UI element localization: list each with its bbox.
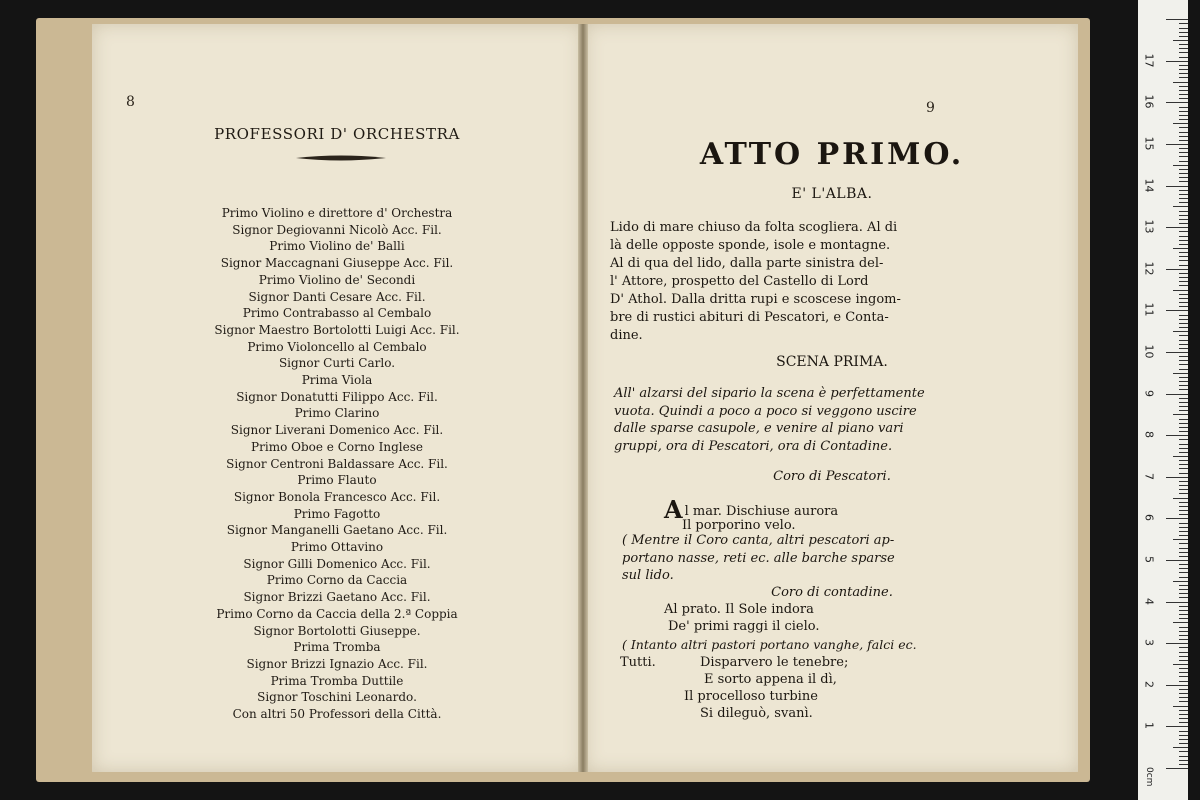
ruler-tick xyxy=(1179,240,1188,241)
ruler-tick xyxy=(1179,439,1188,440)
ruler-tick xyxy=(1179,423,1188,424)
orchestra-line: Signor Toschini Leonardo. xyxy=(257,690,417,705)
orchestra-line: Primo Contrabasso al Cembalo xyxy=(242,306,432,321)
orchestra-line: Signor Danti Cesare Acc. Fil. xyxy=(248,289,426,304)
ruler-tick xyxy=(1179,689,1188,690)
ruler-tick xyxy=(1179,277,1188,278)
stage-direction-line: sul lido. xyxy=(622,568,674,583)
ruler-tick xyxy=(1173,664,1188,665)
verse-line-7: Il procelloso turbine xyxy=(684,689,818,704)
ruler-tick xyxy=(1179,535,1188,536)
ruler-tick xyxy=(1179,94,1188,95)
ruler-tick xyxy=(1166,19,1188,20)
ruler-tick xyxy=(1179,735,1188,736)
ruler-tick xyxy=(1179,552,1188,553)
ruler-number: 4 xyxy=(1142,597,1156,605)
stage-direction-line: All' alzarsi del sipario la scena è perfettamente xyxy=(614,386,925,401)
orchestra-line: Signor Maestro Bortolotti Luigi Acc. Fil. xyxy=(214,322,460,337)
verse-line-4: De' primi raggi il cielo. xyxy=(668,619,820,634)
ruler-tick xyxy=(1179,65,1188,66)
ruler-tick xyxy=(1173,123,1188,124)
ruler-number: 13 xyxy=(1142,219,1156,234)
ruler-tick xyxy=(1179,485,1188,486)
ruler-tick xyxy=(1179,252,1188,253)
ruler-tick xyxy=(1179,177,1188,178)
ruler-tick xyxy=(1179,52,1188,53)
tutti-label: Tutti. xyxy=(620,655,656,670)
description-line: Al di qua del lido, dalla parte sinistra del- xyxy=(610,256,884,271)
ruler-tick xyxy=(1179,302,1188,303)
ruler-tick xyxy=(1179,231,1188,232)
ruler-tick xyxy=(1179,606,1188,607)
ruler-tick xyxy=(1179,152,1188,153)
stage-direction-2 xyxy=(622,532,962,585)
ruler-number: 6 xyxy=(1142,514,1156,522)
ruler-tick xyxy=(1179,464,1188,465)
ruler-tick xyxy=(1179,344,1188,345)
description-line: là delle opposte sponde, isole e montagne. xyxy=(610,238,891,253)
ruler-tick xyxy=(1179,523,1188,524)
orchestra-line: Signor Degiovanni Nicolò Acc. Fil. xyxy=(232,222,442,237)
ruler-tick xyxy=(1179,281,1188,282)
ruler-tick xyxy=(1173,706,1188,707)
stage-direction-3: ( Intanto altri pastori portano vanghe, falci ec. xyxy=(622,637,917,652)
ruler-tick xyxy=(1179,223,1188,224)
stage-direction xyxy=(614,385,962,455)
ruler-tick xyxy=(1179,285,1188,286)
ruler-tick xyxy=(1179,28,1188,29)
stage-direction-line: portano nasse, reti ec. alle barche sparse xyxy=(622,550,895,566)
ruler-tick xyxy=(1166,643,1188,644)
ruler-number: 17 xyxy=(1142,53,1156,68)
ruler-tick xyxy=(1179,681,1188,682)
orchestra-line: Primo Ottavino xyxy=(290,540,384,555)
ruler-number: 14 xyxy=(1142,178,1156,193)
ruler-tick xyxy=(1179,273,1188,274)
orchestra-line: Primo Clarino xyxy=(294,406,380,421)
ruler-tick xyxy=(1179,369,1188,370)
orchestra-line: Con altri 50 Professori della Città. xyxy=(232,707,442,722)
ruler-tick xyxy=(1179,211,1188,212)
ruler-tick xyxy=(1179,701,1188,702)
ruler-tick xyxy=(1179,73,1188,74)
stage-direction-line: dalle sparse casupole, e venire al piano vari xyxy=(614,421,904,436)
ruler-number: 2 xyxy=(1142,680,1156,688)
orchestra-list xyxy=(92,205,582,723)
ruler-tick xyxy=(1166,227,1188,228)
act-title: ATTO PRIMO. xyxy=(699,137,965,172)
ruler-tick xyxy=(1179,136,1188,137)
ruler-tick xyxy=(1173,414,1188,415)
ruler-tick xyxy=(1179,548,1188,549)
ruler-tick xyxy=(1179,543,1188,544)
ruler-tick xyxy=(1179,577,1188,578)
ruler-tick xyxy=(1166,477,1188,478)
right-page-number: 9 xyxy=(926,100,935,116)
ruler-tick xyxy=(1179,710,1188,711)
ruler-number: 12 xyxy=(1142,261,1156,276)
ruler-tick xyxy=(1179,751,1188,752)
ruler-tick xyxy=(1179,510,1188,511)
ruler-tick xyxy=(1179,181,1188,182)
ruler-tick xyxy=(1179,219,1188,220)
ruler-tick xyxy=(1166,518,1188,519)
orchestra-line: Signor Liverani Domenico Acc. Fil. xyxy=(230,423,444,438)
ruler-tick xyxy=(1179,672,1188,673)
ruler-tick xyxy=(1179,743,1188,744)
chorus-peasants-label: Coro di contadine. xyxy=(771,585,893,600)
ruler-tick xyxy=(1179,402,1188,403)
ruler-tick xyxy=(1179,389,1188,390)
ruler-tick xyxy=(1179,111,1188,112)
ruler-tick xyxy=(1179,481,1188,482)
ruler-tick xyxy=(1179,597,1188,598)
ruler-tick xyxy=(1179,57,1188,58)
ruler-tick xyxy=(1179,627,1188,628)
description-line: dine. xyxy=(610,328,643,343)
ruler-number: 9 xyxy=(1142,389,1156,397)
ruler-tick xyxy=(1179,44,1188,45)
ruler-tick xyxy=(1179,589,1188,590)
ruler-tick xyxy=(1179,119,1188,120)
ruler-number: 16 xyxy=(1142,94,1156,109)
orchestra-line: Signor Manganelli Gaetano Acc. Fil. xyxy=(226,523,448,538)
ruler-tick xyxy=(1179,107,1188,108)
ruler-tick xyxy=(1179,731,1188,732)
ruler-tick xyxy=(1179,244,1188,245)
ruler-tick xyxy=(1179,215,1188,216)
ruler-tick xyxy=(1179,676,1188,677)
ruler-tick xyxy=(1166,144,1188,145)
ruler-tick xyxy=(1179,140,1188,141)
measuring-ruler xyxy=(1138,0,1188,800)
ruler-tick xyxy=(1179,568,1188,569)
ruler-tick xyxy=(1179,718,1188,719)
ruler-tick xyxy=(1179,161,1188,162)
ruler-tick xyxy=(1173,498,1188,499)
ruler-tick xyxy=(1179,506,1188,507)
ruler-tick xyxy=(1166,768,1188,769)
ruler-tick xyxy=(1179,668,1188,669)
ruler-tick xyxy=(1179,132,1188,133)
ruler-number: 5 xyxy=(1142,556,1156,563)
ruler-tick xyxy=(1179,652,1188,653)
ruler-tick xyxy=(1173,456,1188,457)
ruler-tick xyxy=(1179,489,1188,490)
orchestra-line: Primo Violino e direttore d' Orchestra xyxy=(221,206,453,220)
stage-direction-line: ( Mentre il Coro canta, altri pescatori ap- xyxy=(622,533,895,548)
ruler-tick xyxy=(1179,348,1188,349)
ruler-tick xyxy=(1179,364,1188,365)
ruler-number: 1 xyxy=(1142,722,1156,730)
ruler-tick xyxy=(1179,444,1188,445)
ruler-tick xyxy=(1173,248,1188,249)
orchestra-line: Signor Gilli Domenico Acc. Fil. xyxy=(243,556,431,571)
description-line: Lido di mare chiuso da folta scogliera. Al di xyxy=(610,220,898,235)
ruler-tick xyxy=(1179,610,1188,611)
ruler-tick xyxy=(1179,256,1188,257)
ruler-number: 10 xyxy=(1142,344,1156,359)
ruler-tick xyxy=(1179,148,1188,149)
ruler-tick xyxy=(1166,61,1188,62)
drop-cap: A xyxy=(664,495,683,524)
ruler-tick xyxy=(1166,602,1188,603)
orchestra-line: Primo Fagotto xyxy=(293,506,381,521)
ruler-tick xyxy=(1179,531,1188,532)
ruler-tick xyxy=(1173,331,1188,332)
ruler-tick xyxy=(1179,202,1188,203)
stage-direction-line: gruppi, ora di Pescatori, ora di Contadine. xyxy=(614,438,893,454)
ruler-tick xyxy=(1179,448,1188,449)
ruler-tick xyxy=(1173,539,1188,540)
ruler-tick xyxy=(1179,647,1188,648)
ruler-tick xyxy=(1179,356,1188,357)
ruler-tick xyxy=(1179,593,1188,594)
orchestra-line: Signor Brizzi Gaetano Acc. Fil. xyxy=(243,590,431,605)
ruler-tick xyxy=(1179,764,1188,765)
ruler-tick xyxy=(1179,294,1188,295)
ruler-tick xyxy=(1179,564,1188,565)
ruler-number: 11 xyxy=(1142,302,1156,317)
ruler-tick xyxy=(1179,756,1188,757)
act-subtitle: E' L'ALBA. xyxy=(791,186,873,202)
verse-line-2: Il porporino velo. xyxy=(682,518,796,533)
left-page-number: 8 xyxy=(126,94,135,110)
scene-description xyxy=(610,219,960,345)
orchestra-line: Signor Donatutti Filippo Acc. Fil. xyxy=(236,389,438,404)
ruler-tick xyxy=(1179,265,1188,266)
ruler-tick xyxy=(1179,398,1188,399)
ruler-tick xyxy=(1179,323,1188,324)
ruler-tick xyxy=(1166,186,1188,187)
ruler-tick xyxy=(1166,102,1188,103)
ruler-tick xyxy=(1179,693,1188,694)
ruler-tick xyxy=(1179,190,1188,191)
ruler-number: 3 xyxy=(1142,639,1156,647)
ruler-tick xyxy=(1166,352,1188,353)
ruler-tick xyxy=(1179,514,1188,515)
ruler-tick xyxy=(1179,98,1188,99)
ruler-tick xyxy=(1173,40,1188,41)
orchestra-line: Primo Violoncello al Cembalo xyxy=(247,339,427,354)
orchestra-line: Primo Flauto xyxy=(297,473,377,488)
ruler-tick xyxy=(1179,406,1188,407)
ruler-tick xyxy=(1179,36,1188,37)
ornament-rule-icon xyxy=(296,154,386,162)
orchestra-line: Primo Violino de' Secondi xyxy=(258,272,416,287)
ruler-tick xyxy=(1179,198,1188,199)
ruler-tick xyxy=(1179,127,1188,128)
ruler-number: 8 xyxy=(1142,431,1156,439)
ruler-tick xyxy=(1179,419,1188,420)
ruler-tick xyxy=(1179,69,1188,70)
orchestra-line: Signor Maccagnani Giuseppe Acc. Fil. xyxy=(220,256,454,271)
ruler-tick xyxy=(1179,194,1188,195)
ruler-tick xyxy=(1179,340,1188,341)
ruler-tick xyxy=(1179,739,1188,740)
ruler-tick xyxy=(1179,169,1188,170)
orchestra-line: Prima Tromba Duttile xyxy=(270,673,404,688)
description-line: l' Attore, prospetto del Castello di Lord xyxy=(610,274,869,289)
ruler-tick xyxy=(1179,23,1188,24)
ruler-tick xyxy=(1179,660,1188,661)
orchestra-line: Primo Violino de' Balli xyxy=(269,239,405,254)
ruler-tick xyxy=(1179,377,1188,378)
ruler-tick xyxy=(1179,427,1188,428)
orchestra-line: Primo Oboe e Corno Inglese xyxy=(251,439,423,454)
ruler-tick xyxy=(1173,206,1188,207)
stage-direction-line: vuota. Quindi a poco a poco si veggono uscire xyxy=(614,403,917,419)
scene-title: SCENA PRIMA. xyxy=(776,354,888,370)
ruler-tick xyxy=(1173,747,1188,748)
ruler-tick xyxy=(1179,556,1188,557)
ruler-tick xyxy=(1179,156,1188,157)
ruler-tick xyxy=(1166,685,1188,686)
ruler-unit-label: 0cm xyxy=(1144,767,1154,787)
verse-line-3: Al prato. Il Sole indora xyxy=(664,602,814,617)
ruler-tick xyxy=(1179,631,1188,632)
ruler-tick xyxy=(1179,452,1188,453)
orchestra-line: Primo Corno da Caccia xyxy=(266,573,408,588)
ruler-tick xyxy=(1179,32,1188,33)
ruler-tick xyxy=(1179,722,1188,723)
ruler-tick xyxy=(1179,714,1188,715)
ruler-tick xyxy=(1179,260,1188,261)
ruler-tick xyxy=(1166,310,1188,311)
orchestra-line: Signor Bortolotti Giuseppe. xyxy=(253,623,421,638)
ruler-tick xyxy=(1179,572,1188,573)
ruler-tick xyxy=(1166,726,1188,727)
ruler-tick xyxy=(1179,527,1188,528)
ruler-tick xyxy=(1173,622,1188,623)
ruler-tick xyxy=(1179,86,1188,87)
ruler-tick xyxy=(1179,697,1188,698)
ruler-tick xyxy=(1179,635,1188,636)
description-line: D' Athol. Dalla dritta rupi e scoscese ingom- xyxy=(610,292,901,307)
ruler-tick xyxy=(1179,656,1188,657)
verse-line-1-text: l mar. Dischiuse aurora xyxy=(684,504,839,519)
ruler-tick xyxy=(1179,360,1188,361)
ruler-tick xyxy=(1166,269,1188,270)
orchestra-line: Signor Bonola Francesco Acc. Fil. xyxy=(233,489,441,504)
ruler-tick xyxy=(1179,335,1188,336)
ruler-tick xyxy=(1179,77,1188,78)
ruler-tick xyxy=(1179,493,1188,494)
ruler-tick xyxy=(1166,435,1188,436)
ruler-tick xyxy=(1179,385,1188,386)
verse-line-8: Si dileguò, svanì. xyxy=(700,706,813,721)
ruler-tick xyxy=(1179,173,1188,174)
orchestra-line: Prima Tromba xyxy=(293,640,381,655)
ruler-tick xyxy=(1179,618,1188,619)
ruler-tick xyxy=(1173,82,1188,83)
orchestra-line: Signor Curti Carlo. xyxy=(278,356,396,371)
ruler-tick xyxy=(1179,760,1188,761)
ruler-tick xyxy=(1179,431,1188,432)
ruler-tick xyxy=(1179,460,1188,461)
orchestra-heading: PROFESSORI D' ORCHESTRA xyxy=(214,125,460,143)
chorus-fishermen-label: Coro di Pescatori. xyxy=(773,469,891,484)
ruler-tick xyxy=(1179,315,1188,316)
ruler-tick xyxy=(1179,48,1188,49)
ruler-tick xyxy=(1179,90,1188,91)
ruler-tick xyxy=(1179,236,1188,237)
description-line: bre di rustici abituri di Pescatori, e Conta- xyxy=(610,310,889,325)
ruler-tick xyxy=(1179,614,1188,615)
ruler-tick xyxy=(1179,115,1188,116)
ruler-tick xyxy=(1179,639,1188,640)
ruler-tick xyxy=(1179,468,1188,469)
ruler-tick xyxy=(1173,581,1188,582)
ruler-tick xyxy=(1179,381,1188,382)
verse-line-6: E sorto appena il dì, xyxy=(704,672,837,687)
orchestra-line: Signor Centroni Baldassare Acc. Fil. xyxy=(226,456,448,471)
ruler-tick xyxy=(1173,290,1188,291)
ruler-tick xyxy=(1173,373,1188,374)
ruler-tick xyxy=(1179,585,1188,586)
ruler-tick xyxy=(1179,502,1188,503)
ruler-tick xyxy=(1179,473,1188,474)
ruler-tick xyxy=(1166,394,1188,395)
ruler-number: 15 xyxy=(1142,136,1156,151)
ruler-tick xyxy=(1173,165,1188,166)
ruler-tick xyxy=(1179,298,1188,299)
verse-line-5: Disparvero le tenebre; xyxy=(700,655,849,670)
ruler-tick xyxy=(1179,327,1188,328)
ruler-tick xyxy=(1179,319,1188,320)
ruler-tick xyxy=(1166,560,1188,561)
ruler-tick xyxy=(1179,306,1188,307)
ruler-number: 7 xyxy=(1142,472,1156,480)
orchestra-line: Prima Viola xyxy=(301,373,373,388)
orchestra-line: Signor Brizzi Ignazio Acc. Fil. xyxy=(246,656,428,671)
ruler-tick xyxy=(1179,410,1188,411)
orchestra-line: Primo Corno da Caccia della 2.ª Coppia xyxy=(216,606,458,621)
